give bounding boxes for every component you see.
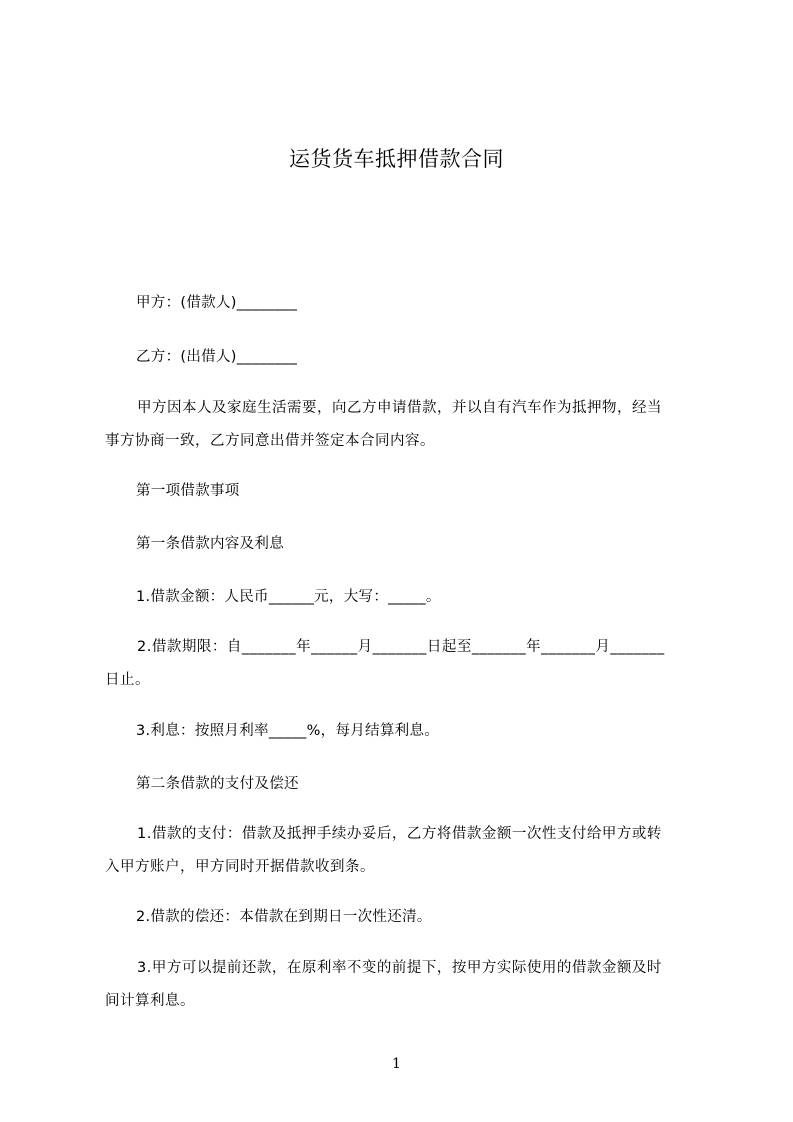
clause-repayment: 2.借款的偿还：本借款在到期日一次性还清。 [136, 909, 432, 925]
clause-payment [105, 818, 707, 884]
clause-early-repayment [105, 952, 707, 1018]
document-title: 运货货车抵押借款合同 [289, 147, 504, 171]
payment-line-2: 入甲方账户，甲方同时开据借款收到条。 [105, 859, 375, 875]
article-heading-2: 第二条借款的支付及偿还 [136, 776, 299, 792]
page-number: 1 [392, 1056, 401, 1072]
loan-term-line-1: 2.借款期限：自_______年______月_______日起至_______年_______月_______ [137, 639, 665, 655]
section-heading-1: 第一项借款事项 [136, 483, 240, 499]
early-repayment-line-1: 3.甲方可以提前还款，在原利率不变的前提下，按甲方实际使用的借款金额及时 [137, 960, 662, 976]
early-repayment-line-2: 间计算利息。 [105, 993, 195, 1009]
party-a-line: 甲方：(借款人)________ [136, 295, 298, 311]
payment-line-1: 1.借款的支付：借款及抵押手续办妥后，乙方将借款金额一次性支付给甲方或转 [137, 826, 662, 842]
party-b-line: 乙方：(出借人)________ [136, 349, 298, 365]
intro-paragraph [105, 392, 707, 458]
clause-loan-term [105, 631, 707, 697]
clause-interest: 3.利息：按照月利率_____%，每月结算利息。 [136, 723, 440, 739]
loan-term-line-2: 日止。 [105, 672, 150, 688]
clause-loan-amount: 1.借款金额：人民币______元，大写：_____。 [136, 589, 441, 605]
intro-line-1: 甲方因本人及家庭生活需要，向乙方申请借款，并以自有汽车作为抵押物，经当 [137, 400, 662, 416]
article-heading-1: 第一条借款内容及利息 [136, 536, 284, 552]
intro-line-2: 事方协商一致，乙方同意出借并签定本合同内容。 [105, 433, 435, 449]
